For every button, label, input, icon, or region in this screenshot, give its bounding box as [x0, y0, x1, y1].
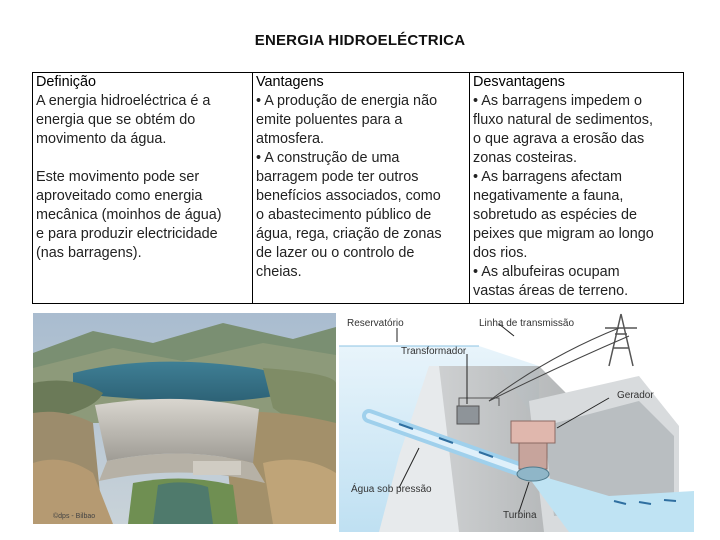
definition-spacer [36, 149, 249, 168]
definition-line: aproveitado como energia [36, 188, 203, 204]
disadvantages-line: peixes que migram ao longo [473, 226, 654, 242]
disadvantages-line: o que agrava a erosão das [473, 131, 645, 147]
disadvantages-line: sobretudo as espécies de [473, 207, 638, 223]
info-table [32, 72, 684, 304]
definition-line: movimento da água. [36, 131, 167, 147]
definition-cell [33, 73, 253, 304]
definition-header: Definição [36, 74, 96, 90]
advantages-line: • A construção de uma [256, 150, 400, 166]
definition-line: Este movimento pode ser [36, 169, 200, 185]
advantages-cell [253, 73, 470, 304]
label-agua-sob-pressao: Água sob pressão [351, 484, 432, 495]
definition-line: mecânica (moinhos de água) [36, 207, 222, 223]
disadvantages-line: fluxo natural de sedimentos, [473, 112, 653, 128]
hydro-diagram [339, 306, 694, 532]
disadvantages-line: dos rios. [473, 245, 528, 261]
advantages-line: emite poluentes para a [256, 112, 403, 128]
label-transformador: Transformador [401, 346, 467, 357]
advantages-line: cheias. [256, 264, 302, 280]
hydro-diagram-illustration [339, 306, 694, 532]
advantages-line: água, rega, criação de zonas [256, 226, 442, 242]
label-linha-transmissao: Linha de transmissão [479, 318, 575, 329]
advantages-line: o abastecimento público de [256, 207, 432, 223]
dam-photo [33, 313, 336, 524]
label-turbina: Turbina [503, 510, 537, 521]
label-gerador: Gerador [617, 390, 654, 401]
disadvantages-line: vastas áreas de terreno. [473, 283, 629, 299]
disadvantages-line: zonas costeiras. [473, 150, 577, 166]
advantages-header: Vantagens [256, 74, 324, 90]
disadvantages-header: Desvantagens [473, 74, 566, 90]
advantages-line: barragem pode ter outros [256, 169, 419, 185]
advantages-line: de lazer ou o controlo de [256, 245, 415, 261]
advantages-line: benefícios associados, como [256, 188, 441, 204]
definition-line: A energia hidroeléctrica é a [36, 93, 211, 109]
definition-line: energia que se obtém do [36, 112, 196, 128]
disadvantages-cell [470, 73, 684, 304]
advantages-line: • A produção de energia não [256, 93, 438, 109]
advantages-line: atmosfera. [256, 131, 324, 147]
photo-credit: ©dps - Bilbao [53, 513, 96, 520]
label-reservatorio: Reservatório [347, 318, 404, 329]
disadvantages-line: • As barragens afectam [473, 169, 623, 185]
definition-line: e para produzir electricidade [36, 226, 218, 242]
dam-photo-illustration [33, 313, 336, 524]
disadvantages-line: negativamente a fauna, [473, 188, 624, 204]
definition-line: (nas barragens). [36, 245, 142, 261]
page-title: ENERGIA HIDROELÉCTRICA [254, 32, 466, 49]
disadvantages-line: • As barragens impedem o [473, 93, 643, 109]
disadvantages-line: • As albufeiras ocupam [473, 264, 620, 280]
